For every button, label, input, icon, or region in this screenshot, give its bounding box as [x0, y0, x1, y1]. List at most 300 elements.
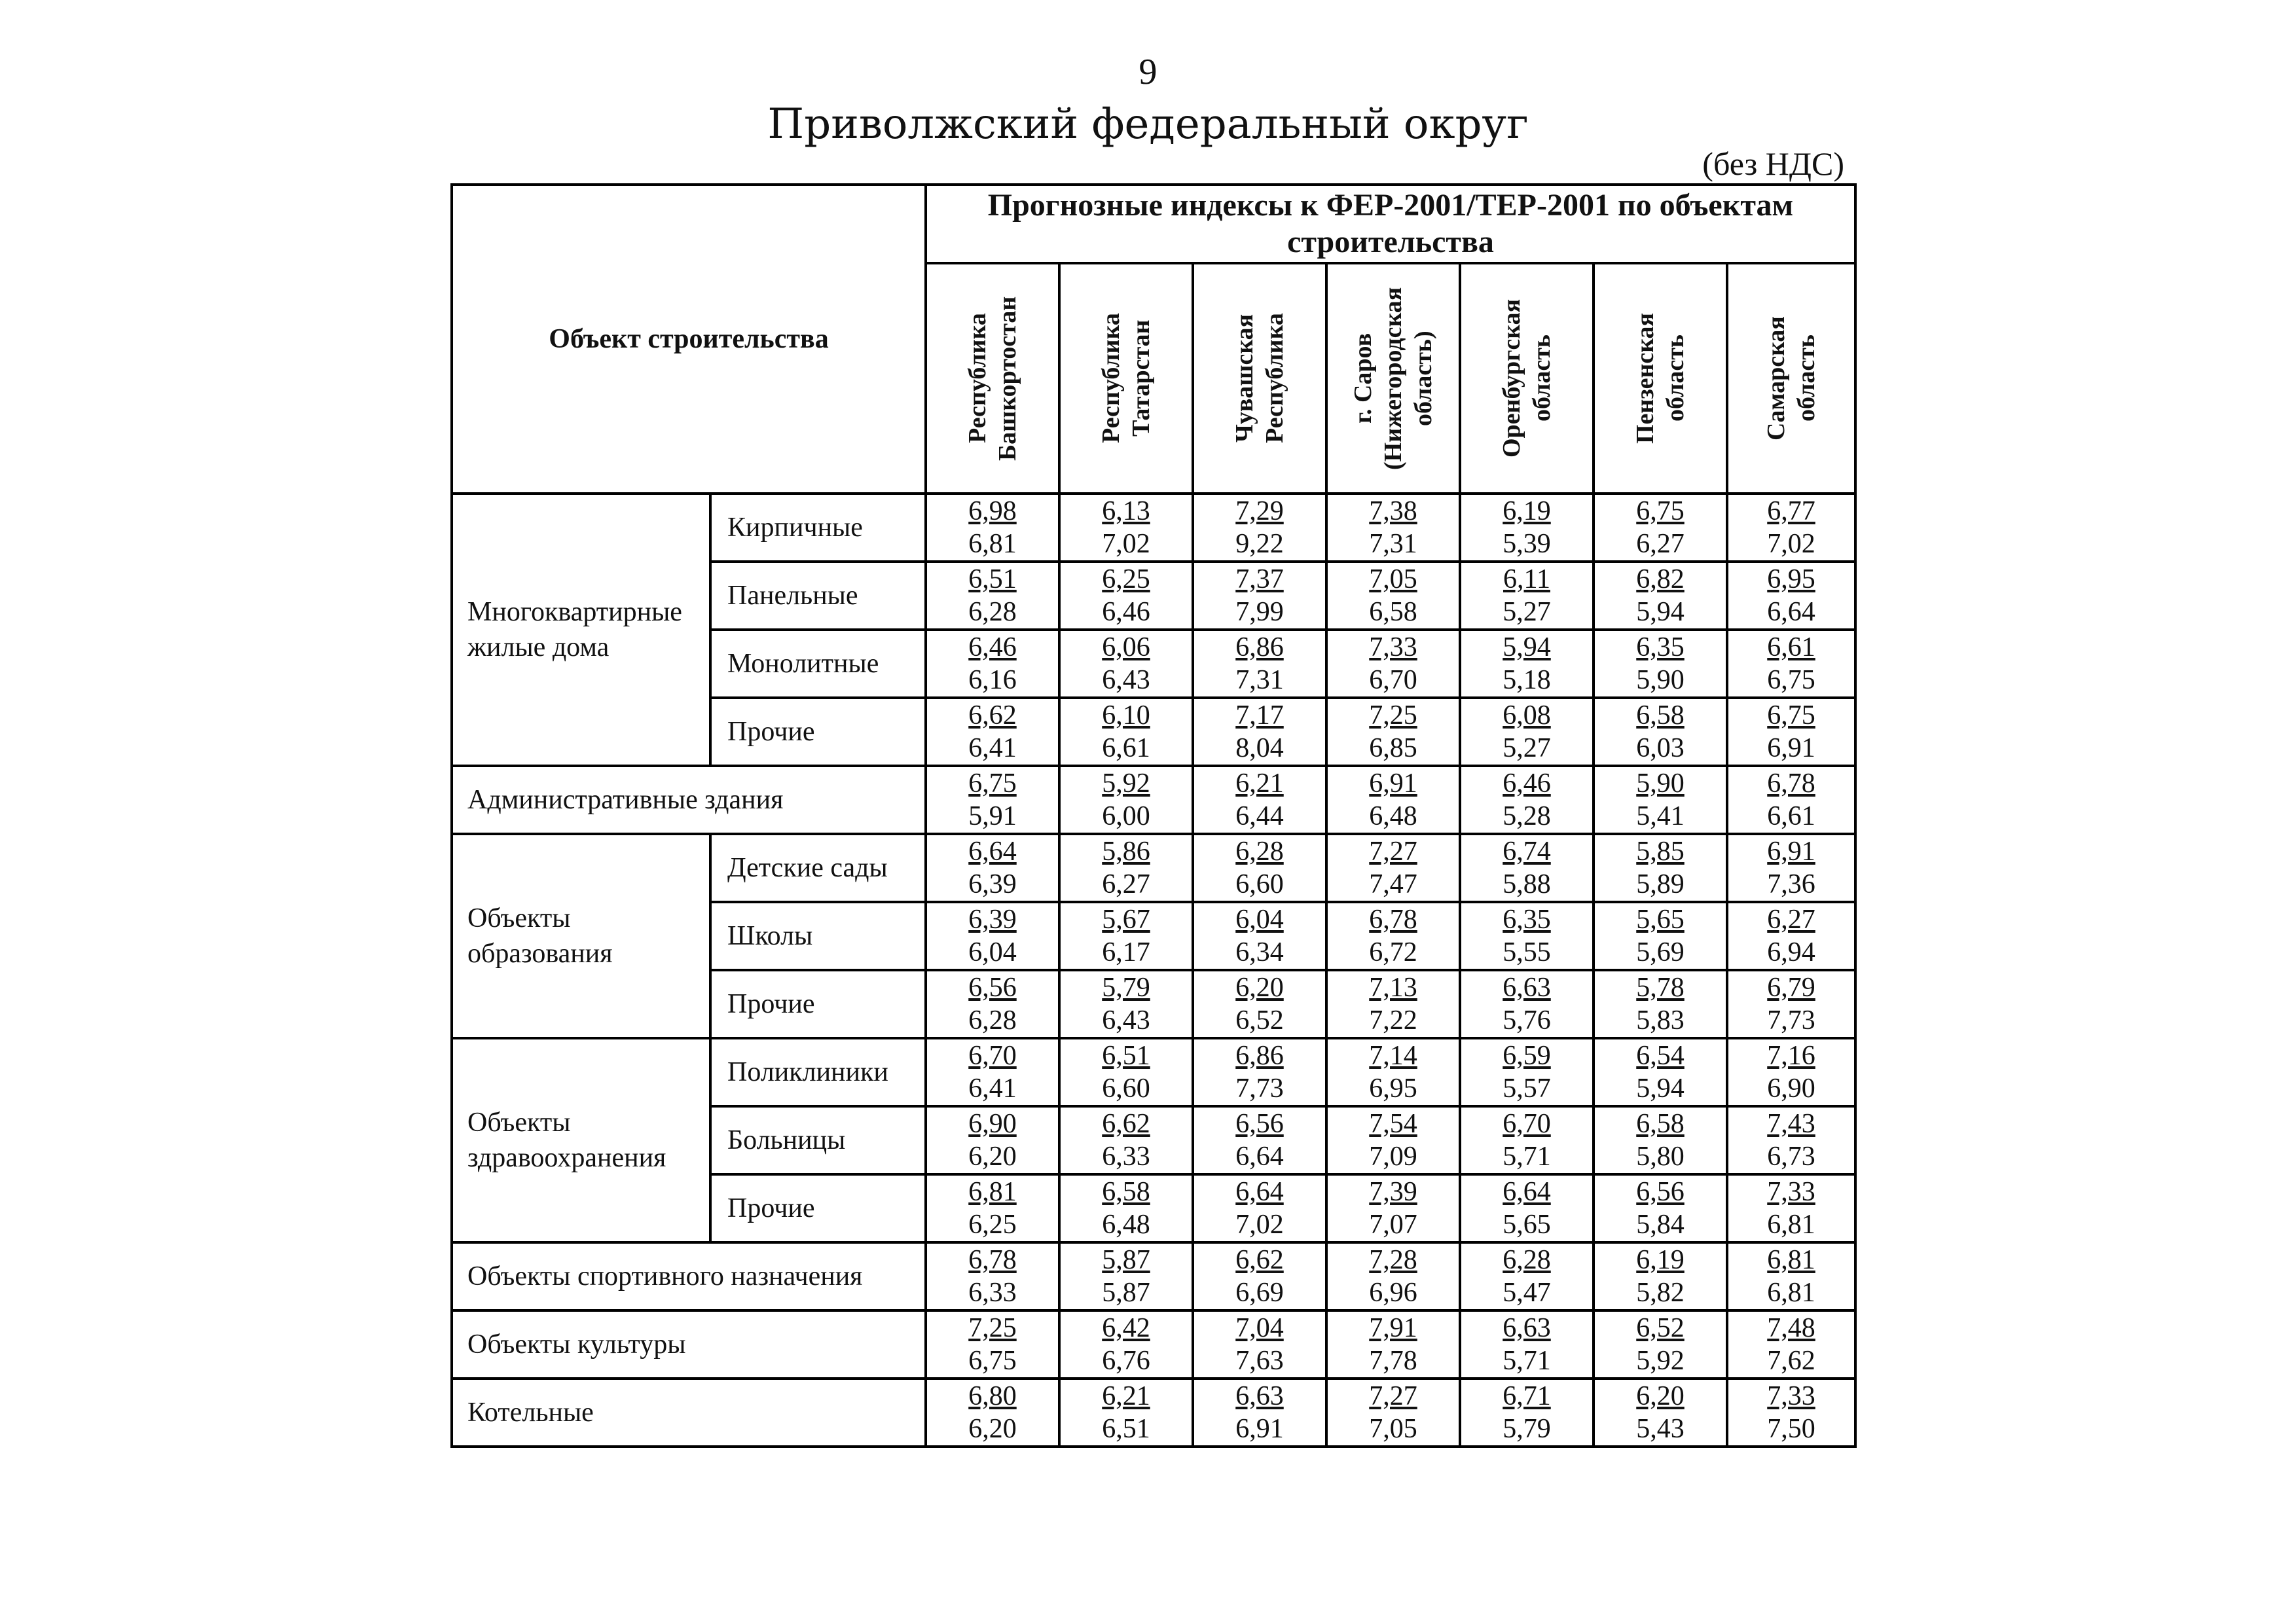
index-top-value: 6,04	[1235, 905, 1284, 935]
value-cell	[1727, 766, 1855, 834]
value-cell	[1594, 562, 1727, 630]
value-cell	[1727, 1310, 1855, 1379]
index-bottom-value: 5,27	[1503, 597, 1551, 627]
index-bottom-value: 5,43	[1636, 1414, 1685, 1444]
category-cell: Объекты здравоохранения	[452, 1038, 710, 1242]
index-top-value: 6,63	[1503, 1313, 1551, 1343]
index-bottom-value: 6,58	[1369, 597, 1417, 627]
index-top-value: 5,78	[1636, 973, 1685, 1003]
value-cell	[1727, 494, 1855, 562]
index-top-value: 7,38	[1369, 496, 1417, 526]
value-cell	[1727, 902, 1855, 970]
value-cell	[926, 1106, 1059, 1174]
value-cell	[1193, 766, 1326, 834]
object-header	[452, 185, 926, 494]
index-top-value: 6,51	[1102, 1041, 1150, 1071]
table-row	[452, 834, 1855, 902]
value-cell	[1460, 698, 1594, 766]
value-cell	[1727, 970, 1855, 1038]
value-cell	[926, 766, 1059, 834]
index-bottom-value: 6,16	[968, 665, 1017, 695]
index-bottom-value: 6,81	[968, 529, 1017, 559]
value-cell	[1326, 970, 1460, 1038]
category-cell: Объекты культуры	[452, 1310, 926, 1379]
value-cell	[1326, 766, 1460, 834]
value-cell	[1460, 630, 1594, 698]
index-bottom-value: 5,28	[1503, 801, 1551, 831]
value-cell	[1594, 970, 1727, 1038]
value-cell	[1193, 902, 1326, 970]
index-top-value: 6,11	[1503, 564, 1550, 594]
region-label: Чувашская Республика	[1231, 313, 1288, 444]
index-top-value: 6,58	[1102, 1177, 1150, 1207]
index-bottom-value: 6,90	[1767, 1074, 1815, 1104]
index-bottom-value: 6,72	[1369, 937, 1417, 967]
index-bottom-value: 5,94	[1636, 1074, 1685, 1104]
index-bottom-value: 5,79	[1503, 1414, 1551, 1444]
index-top-value: 6,10	[1102, 700, 1150, 731]
index-top-value: 6,51	[968, 564, 1017, 594]
index-top-value: 7,28	[1369, 1245, 1417, 1275]
value-cell	[1193, 1379, 1326, 1447]
value-cell	[1594, 1242, 1727, 1310]
index-bottom-value: 6,52	[1235, 1005, 1284, 1036]
value-cell	[1727, 562, 1855, 630]
index-top-value: 6,21	[1102, 1381, 1150, 1411]
value-cell	[1326, 1310, 1460, 1379]
value-cell	[1460, 1174, 1594, 1242]
index-bottom-value: 7,99	[1235, 597, 1284, 627]
index-top-value: 6,20	[1636, 1381, 1685, 1411]
index-bottom-value: 5,71	[1503, 1346, 1551, 1376]
index-top-value: 7,13	[1369, 973, 1417, 1003]
value-cell	[1326, 630, 1460, 698]
index-bottom-value: 6,81	[1767, 1278, 1815, 1308]
subcategory-cell: Поликлиники	[710, 1038, 926, 1106]
header-row	[452, 185, 1855, 263]
value-cell	[1193, 1174, 1326, 1242]
index-top-value: 6,28	[1503, 1245, 1551, 1275]
index-bottom-value: 7,62	[1767, 1346, 1815, 1376]
index-bottom-value: 6,27	[1102, 869, 1150, 899]
index-bottom-value: 5,94	[1636, 597, 1685, 627]
index-top-value: 6,21	[1235, 768, 1284, 799]
index-top-value: 6,25	[1102, 564, 1150, 594]
value-cell	[1326, 562, 1460, 630]
object-header-text: Объект строительства	[549, 324, 829, 354]
index-bottom-value: 6,96	[1369, 1278, 1417, 1308]
index-top-value: 5,92	[1102, 768, 1150, 799]
index-top-value: 6,95	[1767, 564, 1815, 594]
subcategory-cell: Монолитные	[710, 630, 926, 698]
value-cell	[1059, 970, 1193, 1038]
value-cell	[1460, 1379, 1594, 1447]
index-top-value: 7,33	[1369, 632, 1417, 662]
index-top-value: 6,64	[968, 837, 1017, 867]
index-top-value: 6,06	[1102, 632, 1150, 662]
value-cell	[1460, 1310, 1594, 1379]
index-top-value: 6,63	[1235, 1381, 1284, 1411]
value-cell	[926, 1242, 1059, 1310]
value-cell	[1193, 562, 1326, 630]
value-cell	[1326, 1106, 1460, 1174]
index-top-value: 6,81	[1767, 1245, 1815, 1275]
value-cell	[1460, 970, 1594, 1038]
index-top-value: 6,71	[1503, 1381, 1551, 1411]
index-bottom-value: 7,63	[1235, 1346, 1284, 1376]
index-top-value: 7,25	[1369, 700, 1417, 731]
index-bottom-value: 6,25	[968, 1210, 1017, 1240]
index-bottom-value: 6,03	[1636, 733, 1685, 763]
index-top-value: 7,91	[1369, 1313, 1417, 1343]
subcategory-cell: Прочие	[710, 698, 926, 766]
table-row	[452, 1242, 1855, 1310]
index-top-value: 7,48	[1767, 1313, 1815, 1343]
value-cell	[1727, 698, 1855, 766]
index-top-value: 6,56	[1235, 1109, 1284, 1139]
index-bottom-value: 6,91	[1767, 733, 1815, 763]
index-bottom-value: 7,31	[1369, 529, 1417, 559]
index-top-value: 6,54	[1636, 1041, 1685, 1071]
index-top-value: 6,27	[1767, 905, 1815, 935]
index-top-value: 6,77	[1767, 496, 1815, 526]
index-bottom-value: 6,91	[1235, 1414, 1284, 1444]
index-bottom-value: 5,27	[1503, 733, 1551, 763]
index-top-value: 6,63	[1503, 973, 1551, 1003]
index-bottom-value: 7,09	[1369, 1142, 1417, 1172]
page-title: Приволжский федеральный округ	[767, 100, 1529, 149]
index-top-value: 6,78	[1369, 905, 1417, 935]
subcategory-cell: Прочие	[710, 970, 926, 1038]
value-cell	[1059, 1038, 1193, 1106]
index-bottom-value: 6,70	[1369, 665, 1417, 695]
value-cell	[1326, 1379, 1460, 1447]
price-index-table	[450, 183, 1857, 1448]
index-top-value: 6,75	[1767, 700, 1815, 731]
value-cell	[1059, 562, 1193, 630]
price-note: (без НДС)	[1702, 145, 1844, 182]
region-header-4	[1326, 263, 1460, 494]
index-top-value: 5,79	[1102, 973, 1150, 1003]
table-row	[452, 1310, 1855, 1379]
index-bottom-value: 6,04	[968, 937, 1017, 967]
index-bottom-value: 6,43	[1102, 1005, 1150, 1036]
value-cell	[1460, 494, 1594, 562]
value-cell	[1059, 766, 1193, 834]
index-top-value: 6,70	[1503, 1109, 1551, 1139]
index-bottom-value: 5,41	[1636, 801, 1685, 831]
value-cell	[926, 562, 1059, 630]
region-label: Пензенская область	[1631, 312, 1689, 444]
index-bottom-value: 5,90	[1636, 665, 1685, 695]
value-cell	[1727, 1379, 1855, 1447]
index-top-value: 5,65	[1636, 905, 1685, 935]
index-bottom-value: 5,92	[1636, 1346, 1685, 1376]
index-bottom-value: 6,39	[968, 869, 1017, 899]
forecast-header	[926, 185, 1855, 263]
value-cell	[1326, 902, 1460, 970]
index-top-value: 6,08	[1503, 700, 1551, 731]
index-bottom-value: 6,43	[1102, 665, 1150, 695]
index-top-value: 5,87	[1102, 1245, 1150, 1275]
index-bottom-value: 7,36	[1767, 869, 1815, 899]
index-bottom-value: 5,91	[968, 801, 1017, 831]
subcategory-cell: Школы	[710, 902, 926, 970]
index-top-value: 6,46	[968, 632, 1017, 662]
value-cell	[1460, 766, 1594, 834]
index-bottom-value: 6,33	[1102, 1142, 1150, 1172]
index-bottom-value: 7,02	[1102, 529, 1150, 559]
value-cell	[1594, 1310, 1727, 1379]
value-cell	[1727, 1106, 1855, 1174]
value-cell	[926, 630, 1059, 698]
value-cell	[1059, 698, 1193, 766]
index-bottom-value: 5,39	[1503, 529, 1551, 559]
index-bottom-value: 7,07	[1369, 1210, 1417, 1240]
index-top-value: 6,91	[1767, 837, 1815, 867]
index-bottom-value: 6,27	[1636, 529, 1685, 559]
index-bottom-value: 7,73	[1767, 1005, 1815, 1036]
index-top-value: 6,42	[1102, 1313, 1150, 1343]
index-bottom-value: 5,71	[1503, 1142, 1551, 1172]
subcategory-cell: Детские сады	[710, 834, 926, 902]
region-header-3	[1193, 263, 1326, 494]
value-cell	[1059, 902, 1193, 970]
index-bottom-value: 5,47	[1503, 1278, 1551, 1308]
category-cell: Административные здания	[452, 766, 926, 834]
value-cell	[1727, 1242, 1855, 1310]
index-bottom-value: 6,28	[968, 597, 1017, 627]
value-cell	[926, 698, 1059, 766]
value-cell	[1594, 1038, 1727, 1106]
index-top-value: 6,79	[1767, 973, 1815, 1003]
index-top-value: 7,14	[1369, 1041, 1417, 1071]
subcategory-cell: Больницы	[710, 1106, 926, 1174]
value-cell	[1594, 698, 1727, 766]
value-cell	[1059, 834, 1193, 902]
value-cell	[1727, 630, 1855, 698]
index-top-value: 6,78	[1767, 768, 1815, 799]
index-top-value: 7,33	[1767, 1381, 1815, 1411]
index-top-value: 6,70	[968, 1041, 1017, 1071]
index-bottom-value: 6,20	[968, 1142, 1017, 1172]
value-cell	[1059, 1379, 1193, 1447]
index-bottom-value: 6,28	[968, 1005, 1017, 1036]
index-bottom-value: 5,84	[1636, 1210, 1685, 1240]
value-cell	[1059, 630, 1193, 698]
region-label: Республика Башкортостан	[964, 296, 1021, 461]
value-cell	[1594, 1106, 1727, 1174]
index-top-value: 7,16	[1767, 1041, 1815, 1071]
value-cell	[1460, 1242, 1594, 1310]
value-cell	[926, 1174, 1059, 1242]
value-cell	[1193, 698, 1326, 766]
index-bottom-value: 6,41	[968, 733, 1017, 763]
index-bottom-value: 6,48	[1369, 801, 1417, 831]
index-top-value: 7,05	[1369, 564, 1417, 594]
value-cell	[1594, 1379, 1727, 1447]
index-top-value: 6,91	[1369, 768, 1417, 799]
index-top-value: 6,64	[1235, 1177, 1284, 1207]
index-top-value: 6,20	[1235, 973, 1284, 1003]
index-bottom-value: 6,75	[968, 1346, 1017, 1376]
index-bottom-value: 6,85	[1369, 733, 1417, 763]
index-bottom-value: 7,22	[1369, 1005, 1417, 1036]
index-top-value: 7,27	[1369, 837, 1417, 867]
index-top-value: 7,37	[1235, 564, 1284, 594]
index-bottom-value: 8,04	[1235, 733, 1284, 763]
region-header-1	[926, 263, 1059, 494]
index-top-value: 6,56	[1636, 1177, 1685, 1207]
index-bottom-value: 6,60	[1235, 869, 1284, 899]
index-bottom-value: 6,95	[1369, 1074, 1417, 1104]
index-top-value: 5,86	[1102, 837, 1150, 867]
index-top-value: 6,58	[1636, 1109, 1685, 1139]
index-bottom-value: 5,65	[1503, 1210, 1551, 1240]
table-row	[452, 766, 1855, 834]
region-header-7	[1727, 263, 1855, 494]
value-cell	[1460, 1106, 1594, 1174]
index-top-value: 7,43	[1767, 1109, 1815, 1139]
value-cell	[1059, 494, 1193, 562]
index-top-value: 7,33	[1767, 1177, 1815, 1207]
value-cell	[1326, 698, 1460, 766]
value-cell	[1326, 1174, 1460, 1242]
index-bottom-value: 5,89	[1636, 869, 1685, 899]
page-number: 9	[1139, 52, 1157, 92]
index-bottom-value: 7,50	[1767, 1414, 1815, 1444]
index-bottom-value: 5,69	[1636, 937, 1685, 967]
value-cell	[1594, 494, 1727, 562]
index-top-value: 5,85	[1636, 837, 1685, 867]
index-bottom-value: 6,46	[1102, 597, 1150, 627]
index-top-value: 6,78	[968, 1245, 1017, 1275]
subcategory-cell: Прочие	[710, 1174, 926, 1242]
index-top-value: 6,62	[1102, 1109, 1150, 1139]
region-header-6	[1594, 263, 1727, 494]
value-cell	[926, 1310, 1059, 1379]
value-cell	[1193, 494, 1326, 562]
category-cell: Объекты образования	[452, 834, 710, 1038]
value-cell	[1059, 1106, 1193, 1174]
index-top-value: 6,86	[1235, 632, 1284, 662]
value-cell	[1193, 1038, 1326, 1106]
index-bottom-value: 7,02	[1767, 529, 1815, 559]
index-top-value: 6,35	[1636, 632, 1685, 662]
index-top-value: 5,90	[1636, 768, 1685, 799]
value-cell	[926, 1379, 1059, 1447]
region-header-5	[1460, 263, 1594, 494]
index-top-value: 6,62	[1235, 1245, 1284, 1275]
value-cell	[1460, 834, 1594, 902]
value-cell	[1727, 1174, 1855, 1242]
index-top-value: 6,81	[968, 1177, 1017, 1207]
value-cell	[926, 834, 1059, 902]
value-cell	[1326, 834, 1460, 902]
index-bottom-value: 5,82	[1636, 1278, 1685, 1308]
value-cell	[1460, 1038, 1594, 1106]
index-top-value: 7,04	[1235, 1313, 1284, 1343]
index-bottom-value: 5,55	[1503, 937, 1551, 967]
value-cell	[1594, 1174, 1727, 1242]
index-bottom-value: 6,33	[968, 1278, 1017, 1308]
value-cell	[1193, 1106, 1326, 1174]
index-top-value: 5,94	[1503, 632, 1551, 662]
index-top-value: 6,86	[1235, 1041, 1284, 1071]
category-cell: Многоквартирные жилые дома	[452, 494, 710, 766]
index-top-value: 6,59	[1503, 1041, 1551, 1071]
index-bottom-value: 9,22	[1235, 529, 1284, 559]
index-top-value: 7,17	[1235, 700, 1284, 731]
index-bottom-value: 6,69	[1235, 1278, 1284, 1308]
value-cell	[1059, 1310, 1193, 1379]
index-top-value: 6,58	[1636, 700, 1685, 731]
index-bottom-value: 5,83	[1636, 1005, 1685, 1036]
index-bottom-value: 7,31	[1235, 665, 1284, 695]
index-top-value: 6,62	[968, 700, 1017, 731]
value-cell	[1460, 902, 1594, 970]
forecast-header-text: Прогнозные индексы к ФЕР-2001/ТЕР-2001 по объектам строительства	[987, 188, 1794, 259]
region-label: Самарская область	[1762, 316, 1820, 441]
index-bottom-value: 6,64	[1767, 597, 1815, 627]
value-cell	[926, 970, 1059, 1038]
index-top-value: 6,19	[1636, 1245, 1685, 1275]
index-bottom-value: 5,87	[1102, 1278, 1150, 1308]
index-bottom-value: 6,44	[1235, 801, 1284, 831]
index-bottom-value: 6,61	[1102, 733, 1150, 763]
index-bottom-value: 5,57	[1503, 1074, 1551, 1104]
value-cell	[1193, 970, 1326, 1038]
index-bottom-value: 6,75	[1767, 665, 1815, 695]
value-cell	[1460, 562, 1594, 630]
index-top-value: 6,56	[968, 973, 1017, 1003]
index-top-value: 6,13	[1102, 496, 1150, 526]
subcategory-cell: Кирпичные	[710, 494, 926, 562]
index-top-value: 6,46	[1503, 768, 1551, 799]
index-bottom-value: 7,05	[1369, 1414, 1417, 1444]
value-cell	[1193, 630, 1326, 698]
value-cell	[1193, 1242, 1326, 1310]
value-cell	[1594, 834, 1727, 902]
index-bottom-value: 6,41	[968, 1074, 1017, 1104]
index-top-value: 6,52	[1636, 1313, 1685, 1343]
index-bottom-value: 6,64	[1235, 1142, 1284, 1172]
index-bottom-value: 5,18	[1503, 665, 1551, 695]
table-row	[452, 1038, 1855, 1106]
value-cell	[1193, 1310, 1326, 1379]
index-bottom-value: 6,60	[1102, 1074, 1150, 1104]
index-bottom-value: 6,00	[1102, 801, 1150, 831]
index-top-value: 6,82	[1636, 564, 1685, 594]
value-cell	[1594, 902, 1727, 970]
index-top-value: 6,39	[968, 905, 1017, 935]
subcategory-cell: Панельные	[710, 562, 926, 630]
index-top-value: 6,28	[1235, 837, 1284, 867]
index-top-value: 6,19	[1503, 496, 1551, 526]
region-header-2	[1059, 263, 1193, 494]
index-bottom-value: 6,73	[1767, 1142, 1815, 1172]
value-cell	[1727, 834, 1855, 902]
index-top-value: 7,54	[1369, 1109, 1417, 1139]
index-bottom-value: 7,73	[1235, 1074, 1284, 1104]
index-top-value: 6,74	[1503, 837, 1551, 867]
index-bottom-value: 5,88	[1503, 869, 1551, 899]
index-top-value: 5,67	[1102, 905, 1150, 935]
value-cell	[1594, 766, 1727, 834]
index-bottom-value: 6,34	[1235, 937, 1284, 967]
index-top-value: 6,35	[1503, 905, 1551, 935]
value-cell	[1594, 630, 1727, 698]
